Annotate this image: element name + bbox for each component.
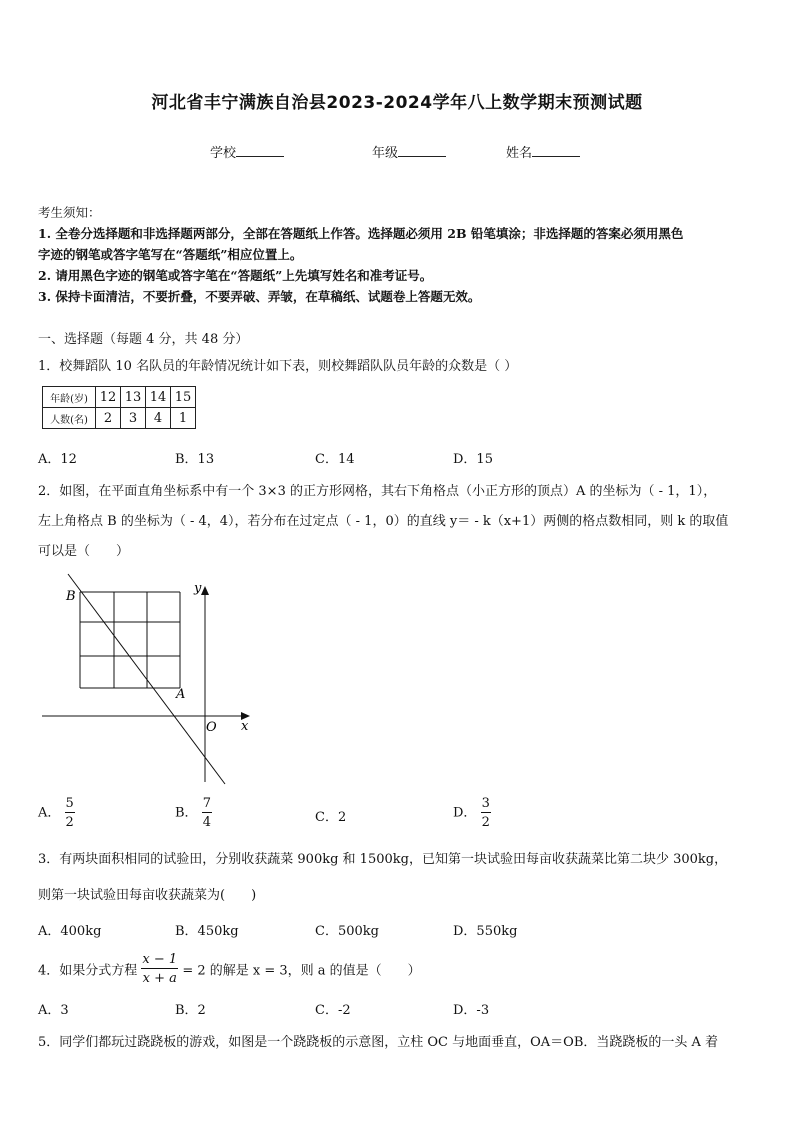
q4-option-d[interactable]: D．-3 [453,1003,490,1018]
q4-suffix: = 2 的解是 x = 3，则 a 的值是（ ） [182,963,421,979]
q2-figure [38,570,268,790]
notice-line-3: 3. 保持卡面清洁，不要折叠，不要弄破、弄皱，在草稿纸、试题卷上答题无效。 [38,289,481,304]
count-cell: 2 [96,408,121,429]
option-letter: D． [453,805,477,821]
grade-label: 年级 [372,146,399,161]
age-header: 年龄(岁) [43,387,96,408]
q4-text [38,953,421,985]
label-a: A [176,687,186,702]
numerator: 5 [65,796,74,811]
count-cell: 4 [146,408,171,429]
denominator: 4 [202,815,211,830]
q2-line-3: 可以是（ ） [38,544,130,559]
fraction [202,797,212,829]
age-cell: 14 [146,387,171,408]
q2-option-a[interactable] [38,797,75,829]
q1-option-d[interactable]: D．15 [453,452,493,467]
numerator: 3 [481,796,490,811]
age-row [43,387,196,408]
q1-option-b[interactable]: B．13 [175,452,215,467]
q2-option-d[interactable] [453,797,491,829]
q1-text: 1．校舞蹈队 10 名队员的年龄情况统计如下表，则校舞蹈队队员年龄的众数是（ ） [38,359,518,374]
q1-option-c[interactable]: C．14 [315,452,355,467]
grid [80,592,180,688]
page-title: 河北省丰宁满族自治县2023-2024学年八上数学期末预测试题 [151,93,643,113]
count-row [43,408,196,429]
q5-line-1: 5．同学们都玩过跷跷板的游戏，如图是一个跷跷板的示意图，立柱 OC 与地面垂直，OA＝OB．当跷跷板的一头 A 着 [38,1035,719,1050]
age-cell: 13 [121,387,146,408]
grade-blank[interactable] [398,144,446,157]
denominator: x + a [142,971,177,986]
q3-line-2: 则第一块试验田每亩收获蔬菜为( ) [38,888,257,903]
q3-option-a[interactable]: A．400kg [38,924,102,939]
q4-option-c[interactable]: C．-2 [315,1003,351,1018]
fraction [481,797,491,829]
count-cell: 1 [171,408,196,429]
q4-prefix: 4．如果分式方程 [38,963,138,979]
grade-field[interactable] [372,142,446,161]
name-blank[interactable] [532,144,580,157]
q2-option-b[interactable] [175,797,212,829]
label-o: O [206,720,217,735]
name-field[interactable] [506,142,580,161]
q2-line-1: 2．如图，在平面直角坐标系中有一个 3×3 的正方形网格，其右下角格点（小正方形的顶点）A 的坐标为（ - 1，1）， [38,484,717,499]
label-y: y [194,581,202,596]
label-x: x [241,719,249,734]
notice-line-1a: 1. 全卷分选择题和非选择题两部分，全部在答题纸上作答。选择题必须用 2B 铅笔填涂；非选择题的答案必须用黑色 [38,226,684,241]
age-cell: 15 [171,387,196,408]
option-letter: A． [38,805,61,821]
q4-fraction [141,953,178,985]
denominator: 2 [481,815,490,830]
count-header: 人数(名) [43,408,96,429]
q2-option-c[interactable]: C．2 [315,810,347,825]
numerator: x − 1 [142,952,178,967]
option-letter: B． [175,805,198,821]
count-cell: 3 [121,408,146,429]
q2-line-2: 左上角格点 B 的坐标为（ - 4，4），若分布在过定点（ - 1，0）的直线 y＝ - k（x+1）两侧的格点数相同，则 k 的取值 [38,514,729,529]
school-field[interactable] [210,142,284,161]
section-heading: 一、选择题（每题 4 分，共 48 分） [38,332,249,347]
q3-line-1: 3．有两块面积相同的试验田，分别收获蔬菜 900kg 和 1500kg，已知第一块试验田每亩收获蔬菜比第二块少 300kg， [38,852,728,867]
age-table [42,386,196,429]
q4-option-a[interactable]: A．3 [38,1003,69,1018]
school-blank[interactable] [236,144,284,157]
y-axis-arrow [201,586,209,595]
numerator: 7 [202,796,211,811]
school-label: 学校 [210,146,237,161]
q3-option-b[interactable]: B．450kg [175,924,239,939]
notice-line-1b: 字迹的钢笔或答字笔写在“答题纸”相应位置上。 [38,247,303,262]
denominator: 2 [65,815,74,830]
q3-option-c[interactable]: C．500kg [315,924,379,939]
fraction [65,797,75,829]
q1-option-a[interactable]: A．12 [38,452,77,467]
notice-line-2: 2. 请用黑色字迹的钢笔或答字笔在“答题纸”上先填写姓名和准考证号。 [38,268,433,283]
name-label: 姓名 [506,146,533,161]
label-b: B [66,589,76,604]
age-cell: 12 [96,387,121,408]
q4-option-b[interactable]: B．2 [175,1003,206,1018]
q3-option-d[interactable]: D．550kg [453,924,518,939]
notice-heading: 考生须知： [38,205,101,220]
